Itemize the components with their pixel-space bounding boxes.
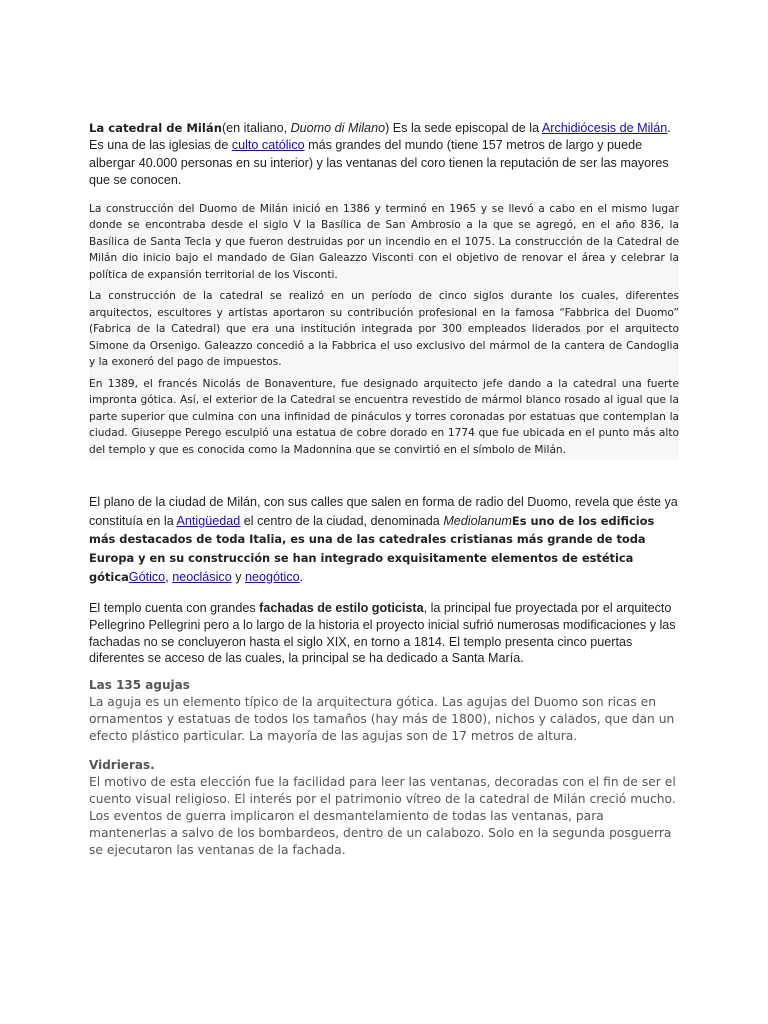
plan-sep-1: , — [165, 569, 173, 584]
plan-text-1: El plano de la ciudad de Milán, con sus calles que salen en forma de radio del Duomo, revela que éste ya constituía en la — [89, 495, 678, 528]
intro-italic: Duomo di Milano — [290, 121, 386, 135]
templo-paragraph — [89, 600, 679, 667]
vidrieras-heading: Vidrieras. — [89, 758, 155, 773]
plan-paragraph — [89, 493, 679, 586]
agujas-paragraph: La aguja es un elemento típico de la arquitectura gótica. Las agujas del Duomo son ricas en ornamentos y estatuas de todos los tamaños (hay más de 1800), nichos y calados, que dan un efecto plástico particular. La mayoría de las agujas son de 17 metros de altura. — [89, 695, 675, 744]
link-archidiocesis[interactable]: Archidiócesis de Milán — [541, 121, 668, 135]
link-antiguedad[interactable]: Antigüedad — [176, 513, 241, 528]
templo-text-2: , la principal fue proyectada por el arquitecto Pellegrino Pellegrini pero a lo largo de la historia el proyecto inicial sufrió numerosas modificaciones y las fachadas no se concluyeron hasta el siglo XIX, en torno a 1814. El templo presenta cinco puertas diferentes se acceso de las cuales, la principal se ha dedicado a Santa María. — [89, 601, 676, 666]
intro-text-3: . Es una de las iglesias de — [89, 121, 671, 153]
plan-bold: Es uno de los edificios más destacados de toda Italia, es una de las catedrales cristianas más grande de toda Europa y en su construcción se han integrado exquisitamente elementos de estética gótica — [89, 513, 655, 584]
link-gotico[interactable]: Gótico — [128, 569, 166, 584]
intro-text-2: ) Es la sede episcopal de la — [385, 121, 542, 135]
document-page — [89, 120, 679, 859]
history-block — [89, 200, 679, 461]
templo-text-1: El templo cuenta con grandes — [89, 601, 260, 616]
history-paragraph-2: La construcción de la catedral se realizó en un período de cinco siglos durante los cuales, diferentes arquitectos, escultores y artistas aportaron su contribución profesional en la famosa “Fabbrica del Duomo” (Fabrica de la Catedral) que era una institución integrada por 300 empleados liderados por el arquitecto Simone da Orsenigo. Galeazzo concedió a la Fabbrica el uso exclusivo del mármol de la cantera de Candoglia y la exoneró del pago de impuestos. — [89, 290, 679, 369]
intro-text-1: (en italiano, — [221, 121, 291, 135]
link-neogotico[interactable]: neogótico — [245, 569, 300, 584]
intro-title: La catedral de Milán — [89, 121, 222, 135]
link-neoclasico[interactable]: neoclásico — [172, 569, 232, 584]
history-paragraph-1: La construcción del Duomo de Milán inició en 1386 y terminó en 1965 y se llevó a cabo en el mismo lugar donde se encontraba desde el siglo V la Basílica de San Ambrosio a la que se agregó, en el año 836, la Basílica de Santa Tecla y que fueron destruidas por un incendio en el 1075. La construcción de la Catedral de Milán dio inicio bajo el mandado de Gian Galeazzo Visconti con el objetivo de renovar el área y celebrar la política de expansión territorial de los Visconti. — [89, 202, 679, 281]
plan-italic: Mediolanum — [443, 513, 512, 528]
history-paragraph-3: En 1389, el francés Nicolás de Bonaventure, fue designado arquitecto jefe dando a la catedral una fuerte impronta gótica. Así, el exterior de la Catedral se encuentra revestido de mármol blanco rosado al igual que la parte superior que culmina con una infinidad de pináculos y torres coronadas por estatuas que contemplan la ciudad. Giuseppe Perego esculpió una estatua de cobre dorado en 1774 que fue ubicada en el punto más alto del templo y que es conocida como la Madonnina que se convirtió en el símbolo de Milán. — [89, 377, 679, 456]
agujas-heading: Las 135 agujas — [89, 678, 190, 693]
intro-text-4: más grandes del mundo (tiene 157 metros de largo y puede albergar 40.000 personas en su interior) y las ventanas del coro tienen la reputación de ser las mayores que se conocen. — [89, 138, 669, 188]
vidrieras-paragraph: El motivo de esta elección fue la facilidad para leer las ventanas, decoradas con el fin de ser el cuento visual religioso. El interés por el patrimonio vítreo de la catedral de Milán creció mucho. Los eventos de guerra implicaron el desmantelamiento de todas las ventanas, para mantenerlas a salvo de los bombardeos, dentro de un calabozo. Solo en la segunda posguerra se ejecutaron las ventanas de la fachada. — [89, 775, 676, 858]
plan-text-2: el centro de la ciudad, denominada — [240, 513, 444, 528]
link-culto-catolico[interactable]: culto católico — [231, 138, 305, 153]
templo-bold: fachadas de estilo goticista — [259, 601, 424, 616]
plan-end: . — [299, 569, 304, 584]
intro-paragraph — [89, 120, 679, 190]
plan-sep-2: y — [231, 569, 245, 584]
